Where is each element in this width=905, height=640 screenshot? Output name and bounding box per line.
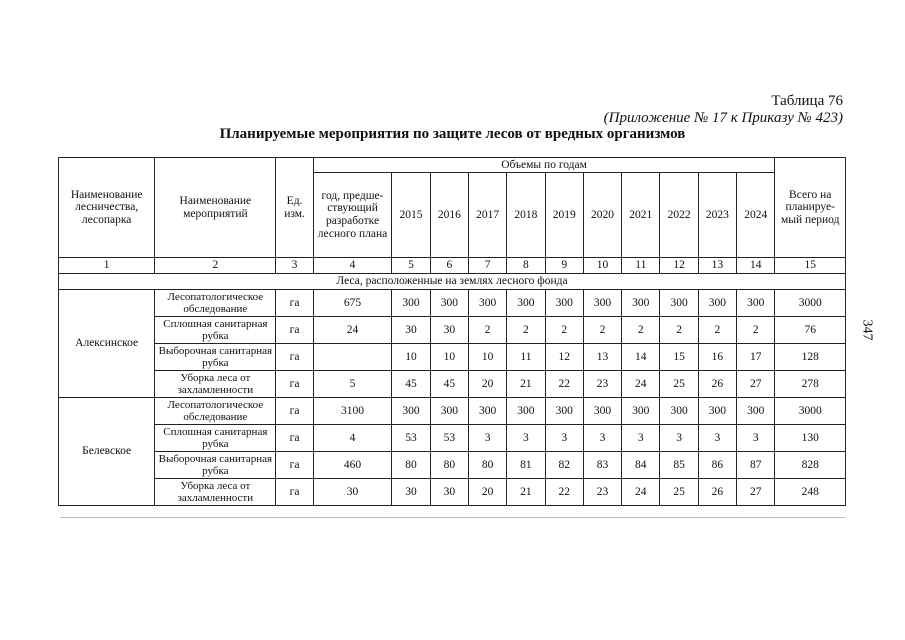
year-value: 3 [583,425,621,452]
header-year: 2020 [583,173,621,258]
table-row [59,425,846,452]
year-value: 300 [737,398,775,425]
unit-cell: га [276,452,313,479]
year-value: 21 [507,371,545,398]
column-number: 8 [507,258,545,274]
year-value: 27 [737,479,775,506]
total-value: 130 [775,425,846,452]
unit-cell: га [276,317,313,344]
prior-year-value: 675 [313,290,392,317]
unit-cell: га [276,425,313,452]
year-value: 300 [468,290,506,317]
year-value: 300 [545,398,583,425]
year-value: 300 [737,290,775,317]
year-value: 2 [737,317,775,344]
year-value: 3 [737,425,775,452]
year-value: 45 [392,371,430,398]
year-value: 300 [430,290,468,317]
header-year: 2021 [622,173,660,258]
header-year: 2022 [660,173,698,258]
year-value: 2 [583,317,621,344]
header-year: 2024 [737,173,775,258]
column-number: 5 [392,258,430,274]
year-value: 15 [660,344,698,371]
prior-year-value: 5 [313,371,392,398]
appendix-reference: (Приложение № 17 к Приказу № 423) [603,110,843,126]
year-value: 86 [698,452,736,479]
year-value: 300 [392,398,430,425]
year-value: 17 [737,344,775,371]
year-value: 26 [698,479,736,506]
year-value: 3 [622,425,660,452]
activities-table [58,157,846,506]
year-value: 300 [430,398,468,425]
year-value: 22 [545,371,583,398]
table-row [59,290,846,317]
year-value: 83 [583,452,621,479]
year-value: 300 [468,398,506,425]
year-value: 300 [583,398,621,425]
year-value: 24 [622,479,660,506]
year-value: 24 [622,371,660,398]
year-value: 2 [622,317,660,344]
year-value: 2 [698,317,736,344]
total-value: 278 [775,371,846,398]
year-value: 87 [737,452,775,479]
year-value: 53 [430,425,468,452]
total-value: 3000 [775,290,846,317]
column-number: 10 [583,258,621,274]
year-value: 3 [468,425,506,452]
table-label: Таблица 76 [771,93,843,109]
unit-cell: га [276,344,313,371]
table-row [59,344,846,371]
year-value: 23 [583,479,621,506]
year-value: 3 [698,425,736,452]
year-value: 85 [660,452,698,479]
activity-name: Выборочная санитарная рубка [155,452,276,479]
unit-cell: га [276,398,313,425]
activity-name: Уборка леса от захламленности [155,479,276,506]
year-value: 84 [622,452,660,479]
year-value: 30 [392,317,430,344]
column-number: 7 [468,258,506,274]
year-value: 10 [430,344,468,371]
header-year: 2017 [468,173,506,258]
year-value: 300 [698,398,736,425]
prior-year-value [313,344,392,371]
table-row [59,398,846,425]
unit-cell: га [276,479,313,506]
header-volumes: Объемы по годам [313,158,775,173]
activity-name: Уборка леса от захламленности [155,371,276,398]
year-value: 3 [660,425,698,452]
unit-cell: га [276,371,313,398]
activity-name: Сплошная санитарная рубка [155,425,276,452]
year-value: 2 [507,317,545,344]
table-row [59,371,846,398]
year-value: 10 [468,344,506,371]
year-value: 300 [545,290,583,317]
year-value: 16 [698,344,736,371]
year-value: 300 [660,398,698,425]
year-value: 45 [430,371,468,398]
year-value: 30 [430,479,468,506]
header-year: 2015 [392,173,430,258]
header-year: 2019 [545,173,583,258]
column-number: 11 [622,258,660,274]
column-number: 14 [737,258,775,274]
table-row [59,479,846,506]
year-value: 10 [392,344,430,371]
year-value: 20 [468,479,506,506]
unit-cell: га [276,290,313,317]
table-row [59,317,846,344]
total-value: 828 [775,452,846,479]
column-number: 12 [660,258,698,274]
column-number: 3 [276,258,313,274]
year-value: 82 [545,452,583,479]
activity-name: Сплошная санитарная рубка [155,317,276,344]
prior-year-value: 3100 [313,398,392,425]
year-value: 20 [468,371,506,398]
year-value: 3 [507,425,545,452]
year-value: 12 [545,344,583,371]
column-number: 15 [775,258,846,274]
year-value: 25 [660,371,698,398]
header-unit: Ед. изм. [276,158,313,258]
year-value: 26 [698,371,736,398]
section-title: Леса, расположенные на землях лесного фонда [59,274,846,290]
year-value: 300 [583,290,621,317]
forestry-name: Белевское [59,398,155,506]
column-number: 2 [155,258,276,274]
year-value: 25 [660,479,698,506]
year-value: 300 [660,290,698,317]
document-title: Планируемые мероприятия по защите лесов от вредных организмов [219,126,686,142]
total-value: 76 [775,317,846,344]
year-value: 300 [507,290,545,317]
page-number: 347 [859,319,875,341]
year-value: 30 [392,479,430,506]
year-value: 80 [430,452,468,479]
activity-name: Выборочная санитарная рубка [155,344,276,371]
year-value: 27 [737,371,775,398]
year-value: 80 [468,452,506,479]
prior-year-value: 460 [313,452,392,479]
prior-year-value: 4 [313,425,392,452]
prior-year-value: 30 [313,479,392,506]
year-value: 300 [622,290,660,317]
header-year: 2023 [698,173,736,258]
column-number: 6 [430,258,468,274]
header-year: 2016 [430,173,468,258]
activity-name: Лесопатологическое обследование [155,398,276,425]
header-total: Всего на планируе-мый период [775,158,846,258]
year-value: 11 [507,344,545,371]
year-value: 22 [545,479,583,506]
year-value: 13 [583,344,621,371]
activity-name: Лесопатологическое обследование [155,290,276,317]
column-number: 4 [313,258,392,274]
year-value: 30 [430,317,468,344]
forestry-name: Алексинское [59,290,155,398]
column-number: 9 [545,258,583,274]
year-value: 53 [392,425,430,452]
header-prior-year: год, предше-ствующий разработке лесного плана [313,173,392,258]
year-value: 300 [698,290,736,317]
year-value: 3 [545,425,583,452]
column-number: 13 [698,258,736,274]
total-value: 3000 [775,398,846,425]
year-value: 14 [622,344,660,371]
total-value: 248 [775,479,846,506]
prior-year-value: 24 [313,317,392,344]
header-activity: Наименование мероприятий [155,158,276,258]
year-value: 80 [392,452,430,479]
year-value: 300 [507,398,545,425]
year-value: 23 [583,371,621,398]
column-number: 1 [59,258,155,274]
table-row [59,452,846,479]
year-value: 300 [392,290,430,317]
year-value: 81 [507,452,545,479]
year-value: 21 [507,479,545,506]
header-year: 2018 [507,173,545,258]
year-value: 2 [468,317,506,344]
year-value: 300 [622,398,660,425]
header-forestry: Наименование лесничества, лесопарка [59,158,155,258]
year-value: 2 [545,317,583,344]
year-value: 2 [660,317,698,344]
total-value: 128 [775,344,846,371]
